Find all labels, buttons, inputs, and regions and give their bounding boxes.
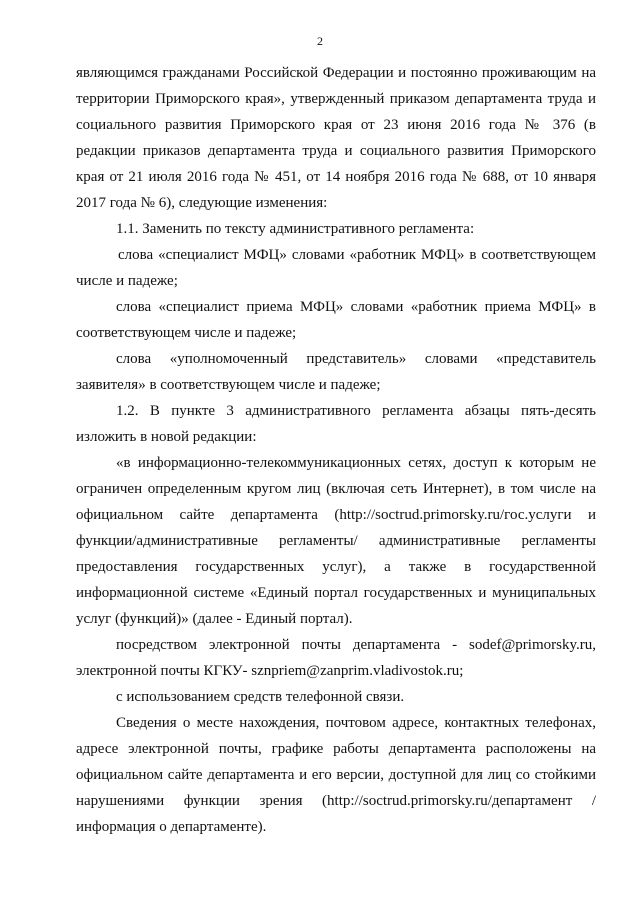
paragraph: 1.1. Заменить по тексту административного регламента: <box>116 221 475 237</box>
paragraph: с использованием средств телефонной связи. <box>116 689 405 705</box>
paragraph: посредством электронной почты департамента - sodef@primorsky.ru, электронной почты КГКУ- sznpriem@zanprim.vladivostok.ru; <box>76 637 596 679</box>
paragraph: «в информационно-телекоммуникационных сетях, доступ к которым не ограничен определенным кругом лиц (включая сеть Интернет), в том числе на официальном сайте департамента (http://soctrud.primorsky.ru/гос.услуги и функции/административные регламенты/ административные регламенты предоставления государственных услуг), а также в государственной информационной системе «Единый портал государственных и муниципальных услуг (функций)» (далее - Единый портал). <box>76 455 596 627</box>
paragraph: слова «специалист МФЦ» словами «работник МФЦ» в соответствующем числе и падеже; <box>76 247 596 289</box>
document-body <box>76 60 596 840</box>
paragraph: слова «специалист приема МФЦ» словами «работник приема МФЦ» в соответствующем числе и падеже; <box>76 299 596 341</box>
paragraph: слова «уполномоченный представитель» словами «представитель заявителя» в соответствующем числе и падеже; <box>76 351 596 393</box>
paragraph: 1.2. В пункте 3 административного регламента абзацы пять-десять изложить в новой редакции: <box>76 403 596 445</box>
paragraph: Сведения о месте нахождения, почтовом адресе, контактных телефонах, адресе электронной почты, графике работы департамента расположены на официальном сайте департамента и его версии, доступной для лиц со стойкими нарушениями функции зрения (http://soctrud.primorsky.ru/департамент /информация о департаменте). <box>76 715 596 835</box>
page-number: 2 <box>317 34 323 48</box>
paragraph: являющимся гражданами Российской Федерации и постоянно проживающим на территории Приморского края», утвержденный приказом департамента труда и социального развития Приморского края от 23 июня 2016 года № 376 (в редакции приказов департамента труда и социального развития Приморского края от 21 июля 2016 года № 451, от 14 ноября 2016 года № 688, от 10 января 2017 года № 6), следующие изменения: <box>76 65 596 211</box>
